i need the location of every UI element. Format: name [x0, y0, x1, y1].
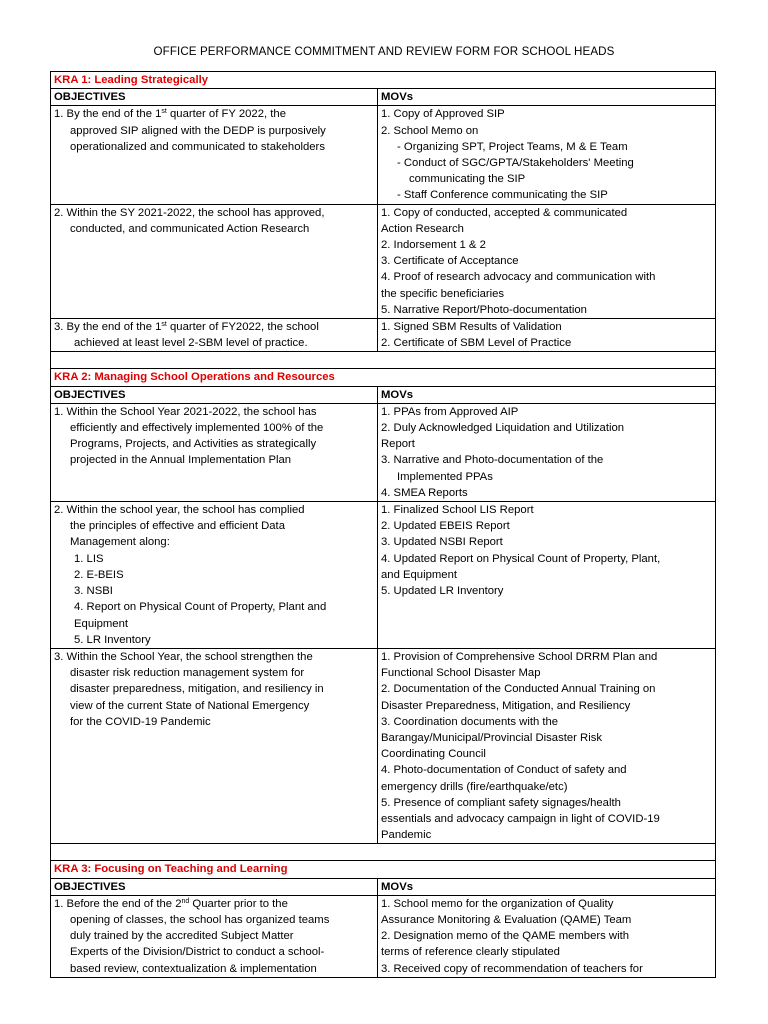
- kra2-objective-2: 2. Within the school year, the school has complied the principles of effective and efficient Data Management along: 1. LIS 2. E-BEIS 3. NSBI 4. Report on Physical Count of Property, Plant and Equipment 5. LR Inventory: [51, 502, 378, 649]
- kra1-objective-1: 1. By the end of the 1st quarter of FY 2022, the approved SIP aligned with the DEDP is purposively operationalized and communicated to stakeholders: [51, 106, 378, 204]
- kra2-movs-3: 1. Provision of Comprehensive School DRRM Plan and Functional School Disaster Map 2. Documentation of the Conducted Annual Training on Disaster Preparedness, Mitigation, and Resiliency 3. Coordination documents with the Barangay/Municipal/Provincial Disaster Risk Coordinating Council 4. Photo-documentation of Conduct of safety and emergency drills (fire/earthquake/etc) 5. Presence of compliant safety signages/health essentials and advocacy campaign in light of COVID-19 Pandemic: [378, 648, 716, 843]
- kra3-objective-1: 1. Before the end of the 2nd Quarter prior to the opening of classes, the school has organized teams duly trained by the accredited Subject Matter Experts of the Division/District to conduct a school- based review, contextualization & implementation: [51, 895, 378, 977]
- movs-header: MOVs: [378, 89, 716, 106]
- kra2-row-1: [51, 403, 716, 501]
- objectives-header: OBJECTIVES: [51, 89, 378, 106]
- kra2-objective-1: 1. Within the School Year 2021-2022, the school has efficiently and effectively implemented 100% of the Programs, Projects, and Activities as strategically projected in the Annual Implementation Plan: [51, 403, 378, 501]
- kra2-row-2: [51, 502, 716, 649]
- kra1-row-3: [51, 319, 716, 352]
- kra3-movs-1: 1. School memo for the organization of Quality Assurance Monitoring & Evaluation (QAME) Team 2. Designation memo of the QAME members with terms of reference clearly stipulated 3. Received copy of recommendation of teachers for: [378, 895, 716, 977]
- kra3-row-1: [51, 895, 716, 977]
- kra1-objective-3: 3. By the end of the 1st quarter of FY2022, the school achieved at least level 2-SBM level of practice.: [51, 319, 378, 352]
- kra1-title: KRA 1: Leading Strategically: [51, 72, 716, 89]
- kra2-movs-2: 1. Finalized School LIS Report 2. Updated EBEIS Report 3. Updated NSBI Report 4. Updated Report on Physical Count of Property, Plant, and Equipment 5. Updated LR Inventory: [378, 502, 716, 649]
- objectives-header: OBJECTIVES: [51, 878, 378, 895]
- kra2-row-3: [51, 648, 716, 843]
- opcrf-table: [50, 71, 716, 978]
- spacer-row: [51, 352, 716, 369]
- kra3-title: KRA 3: Focusing on Teaching and Learning: [51, 861, 716, 878]
- spacer-row: [51, 844, 716, 861]
- kra1-movs-2: 1. Copy of conducted, accepted & communicated Action Research 2. Indorsement 1 & 2 3. Certificate of Acceptance 4. Proof of research advocacy and communication with the specific beneficiaries 5. Narrative Report/Photo-documentation: [378, 204, 716, 318]
- kra1-row-2: [51, 204, 716, 318]
- kra1-title-row: [51, 72, 716, 89]
- kra2-movs-1: 1. PPAs from Approved AIP 2. Duly Acknowledged Liquidation and Utilization Report 3. Narrative and Photo-documentation of the Implemented PPAs 4. SMEA Reports: [378, 403, 716, 501]
- kra2-objective-3: 3. Within the School Year, the school strengthen the disaster risk reduction management system for disaster preparedness, mitigation, and resiliency in view of the current State of National Emergency for the COVID-19 Pandemic: [51, 648, 378, 843]
- kra3-header-row: [51, 878, 716, 895]
- movs-header: MOVs: [378, 386, 716, 403]
- movs-header: MOVs: [378, 878, 716, 895]
- kra2-title-row: [51, 369, 716, 386]
- document-title: OFFICE PERFORMANCE COMMITMENT AND REVIEW FORM FOR SCHOOL HEADS: [153, 45, 615, 58]
- kra2-header-row: [51, 386, 716, 403]
- kra1-objective-2: 2. Within the SY 2021-2022, the school has approved, conducted, and communicated Action Research: [51, 204, 378, 318]
- objectives-header: OBJECTIVES: [51, 386, 378, 403]
- kra1-movs-3: 1. Signed SBM Results of Validation 2. Certificate of SBM Level of Practice: [378, 319, 716, 352]
- kra3-title-row: [51, 861, 716, 878]
- kra1-header-row: [51, 89, 716, 106]
- kra1-movs-1: 1. Copy of Approved SIP 2. School Memo on - Organizing SPT, Project Teams, M & E Team - Conduct of SGC/GPTA/Stakeholders' Meeting communicating the SIP - Staff Conference communicating the SIP: [378, 106, 716, 204]
- kra2-title: KRA 2: Managing School Operations and Resources: [51, 369, 716, 386]
- kra1-row-1: [51, 106, 716, 204]
